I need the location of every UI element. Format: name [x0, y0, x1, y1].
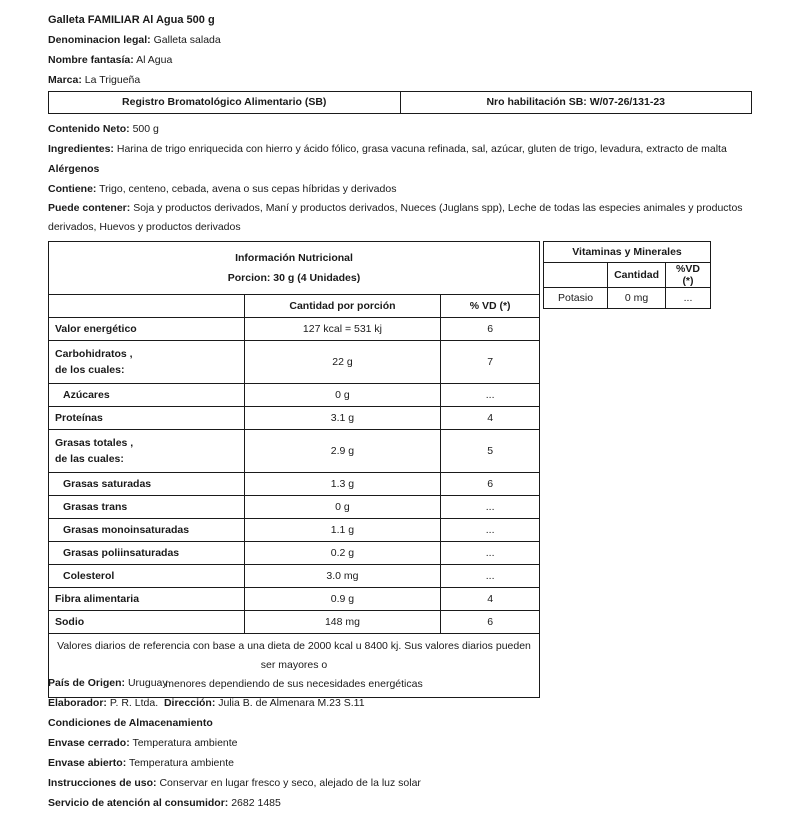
nutrient-vd: 4 — [441, 407, 540, 430]
nutrition-row — [49, 565, 540, 588]
nutrient-quantity: 0.9 g — [244, 588, 441, 611]
contiene-value: Trigo, centeno, cebada, avena o sus cepas híbridas y derivados — [99, 183, 397, 195]
nutrition-column-header-row — [49, 295, 540, 318]
nutrient-vd: ... — [441, 542, 540, 565]
vitamin-quantity: 0 mg — [608, 288, 666, 309]
nutrient-quantity: 1.3 g — [244, 473, 441, 496]
contiene-label: Contiene: — [48, 183, 97, 195]
nutrient-name — [49, 341, 245, 384]
fantasia-line — [48, 50, 752, 70]
servicio-line — [48, 793, 752, 813]
marca-value: La Trigueña — [84, 74, 141, 86]
denominacion-label: Denominacion legal: — [48, 34, 151, 46]
instrucciones-label: Instrucciones de uso: — [48, 777, 157, 789]
servicio-label: Servicio de atención al consumidor: — [48, 797, 229, 809]
nutrition-portion: Porcion: 30 g (4 Unidades) — [227, 272, 361, 284]
nutrition-row — [49, 542, 540, 565]
denominacion-line — [48, 30, 752, 50]
nutrition-title: Información Nutricional — [235, 252, 353, 264]
puede-contener-line — [48, 199, 752, 237]
envase-cerrado-line — [48, 733, 752, 753]
vitamin-vd: ... — [665, 288, 710, 309]
nutrient-quantity: 0.2 g — [244, 542, 441, 565]
envase-cerrado-label: Envase cerrado: — [48, 737, 130, 749]
direccion-value: Julia B. de Almenara M.23 S.11 — [218, 697, 365, 709]
nutrition-col-vd: % VD (*) — [441, 295, 540, 318]
nutrition-row — [49, 473, 540, 496]
nutrient-vd: ... — [441, 519, 540, 542]
nutrient-name-text: Proteínas — [55, 412, 103, 424]
nutrient-quantity: 3.0 mg — [244, 565, 441, 588]
nutrient-name-text: Sodio — [55, 616, 85, 628]
nutrition-row — [49, 588, 540, 611]
contenido-value: 500 g — [132, 123, 159, 135]
nutrient-name — [49, 611, 245, 634]
nutrition-row — [49, 341, 540, 384]
vitamin-name: Potasio — [544, 288, 608, 309]
fantasia-label: Nombre fantasía: — [48, 54, 134, 66]
footnote-line-2: menores dependiendo de sus necesidades energéticas — [165, 678, 423, 690]
footnote-line-1: Valores diarios de referencia con base a una dieta de 2000 kcal u 8400 kj. Sus valores diarios pueden ser mayores o — [57, 640, 531, 671]
alergenos-heading: Alérgenos — [48, 163, 100, 175]
vitamins-col-cantidad: Cantidad — [608, 263, 666, 288]
nutrition-table — [48, 241, 540, 698]
nutrient-name-text: Grasas totales , — [55, 437, 134, 449]
registro-number: Nro habilitación SB: W/07-26/131-23 — [400, 92, 752, 113]
nutrition-footnote — [49, 634, 540, 698]
nutrient-name — [49, 588, 245, 611]
nutrient-name — [49, 384, 245, 407]
nutrition-row — [49, 384, 540, 407]
nutrient-name — [49, 407, 245, 430]
product-sheet — [48, 10, 752, 813]
ingredientes-label: Ingredientes: — [48, 143, 114, 155]
puede-contener-value: Soja y productos derivados, Maní y productos derivados, Nueces (Juglans spp), Leche de todas las especies animales y productos derivados, Huevos y productos derivados — [48, 202, 743, 233]
nutrient-name-text: Grasas monoinsaturadas — [63, 524, 190, 536]
vitamins-col-vd: %VD (*) — [665, 263, 710, 288]
nutrient-vd: ... — [441, 565, 540, 588]
nutrition-col-cantidad: Cantidad por porción — [244, 295, 441, 318]
nutrient-quantity: 0 g — [244, 496, 441, 519]
nutrition-row — [49, 496, 540, 519]
contiene-line — [48, 179, 752, 199]
nutrient-vd: 6 — [441, 318, 540, 341]
nutrient-quantity: 22 g — [244, 341, 441, 384]
envase-abierto-line — [48, 753, 752, 773]
marca-label: Marca: — [48, 74, 82, 86]
nutrient-vd: 4 — [441, 588, 540, 611]
nutrient-quantity: 127 kcal = 531 kj — [244, 318, 441, 341]
nutrient-quantity: 148 mg — [244, 611, 441, 634]
envase-abierto-value: Temperatura ambiente — [128, 757, 234, 769]
nutrition-col-empty — [49, 295, 245, 318]
product-title: Galleta FAMILIAR Al Agua 500 g — [48, 14, 215, 26]
envase-cerrado-value: Temperatura ambiente — [132, 737, 238, 749]
puede-contener-label: Puede contener: — [48, 202, 131, 214]
nutrient-name-subtext: de los cuales: — [55, 364, 125, 376]
registro-box — [48, 91, 752, 114]
nutrient-quantity: 2.9 g — [244, 430, 441, 473]
nutrient-vd: ... — [441, 496, 540, 519]
nutrient-quantity: 0 g — [244, 384, 441, 407]
nutrient-name — [49, 542, 245, 565]
nutrient-name — [49, 318, 245, 341]
vitamins-title: Vitaminas y Minerales — [544, 242, 711, 263]
vitamins-col-empty — [544, 263, 608, 288]
nutrition-row — [49, 407, 540, 430]
nutrition-row — [49, 430, 540, 473]
nutrient-name — [49, 430, 245, 473]
contenido-line — [48, 119, 752, 139]
nutrient-name — [49, 519, 245, 542]
nutrient-vd: 6 — [441, 611, 540, 634]
nutrition-header-row — [49, 242, 540, 295]
pais-label: País de Origen: — [48, 677, 126, 689]
nutrient-name-text: Colesterol — [63, 570, 115, 582]
vitamins-column-header-row — [544, 263, 711, 288]
nutrient-name-text: Fibra alimentaria — [55, 593, 140, 605]
instrucciones-line — [48, 773, 752, 793]
nutrient-name-subtext: de las cuales: — [55, 453, 124, 465]
nutrition-footnote-row — [49, 634, 540, 698]
nutrient-name-text: Grasas trans — [63, 501, 128, 513]
servicio-value: 2682 1485 — [231, 797, 281, 809]
nutrition-row — [49, 611, 540, 634]
marca-line — [48, 70, 752, 90]
contenido-label: Contenido Neto: — [48, 123, 130, 135]
elaborador-value: P. R. Ltda. — [109, 697, 159, 709]
nutrient-name — [49, 473, 245, 496]
nutrition-header-cell — [49, 242, 540, 295]
direccion-label: Dirección: — [163, 697, 216, 709]
registro-label: Registro Bromatológico Alimentario (SB) — [122, 96, 327, 108]
nutrient-vd: ... — [441, 384, 540, 407]
nutrient-quantity: 1.1 g — [244, 519, 441, 542]
nutrient-name-text: Grasas poliinsaturadas — [63, 547, 180, 559]
pais-value: Uruguay — [127, 677, 168, 689]
fantasia-value: Al Agua — [136, 54, 173, 66]
nutrient-vd: 7 — [441, 341, 540, 384]
nutrient-quantity: 3.1 g — [244, 407, 441, 430]
elaborador-label: Elaborador: — [48, 697, 107, 709]
instrucciones-value: Conservar en lugar fresco y seco, alejado de la luz solar — [159, 777, 421, 789]
nutrient-vd: 5 — [441, 430, 540, 473]
nutrient-name-text: Azúcares — [63, 389, 110, 401]
nutrient-name-text: Carbohidratos , — [55, 348, 133, 360]
nutrition-row — [49, 519, 540, 542]
nutrient-vd: 6 — [441, 473, 540, 496]
nutrient-name — [49, 565, 245, 588]
nutrient-name-text: Valor energético — [55, 323, 137, 335]
nutrition-row — [49, 318, 540, 341]
nutrient-name — [49, 496, 245, 519]
nutrient-name-text: Grasas saturadas — [63, 478, 152, 490]
denominacion-value: Galleta salada — [153, 34, 221, 46]
ingredientes-value: Harina de trigo enriquecida con hierro y ácido fólico, grasa vacuna refinada, sal, azúcar, gluten de trigo, levadura, extracto de malta — [116, 143, 727, 155]
condiciones-heading: Condiciones de Almacenamiento — [48, 717, 213, 729]
ingredientes-line — [48, 139, 752, 159]
vitamins-table — [543, 241, 711, 309]
vitamin-row — [544, 288, 711, 309]
envase-abierto-label: Envase abierto: — [48, 757, 127, 769]
vitamins-title-row — [544, 242, 711, 263]
